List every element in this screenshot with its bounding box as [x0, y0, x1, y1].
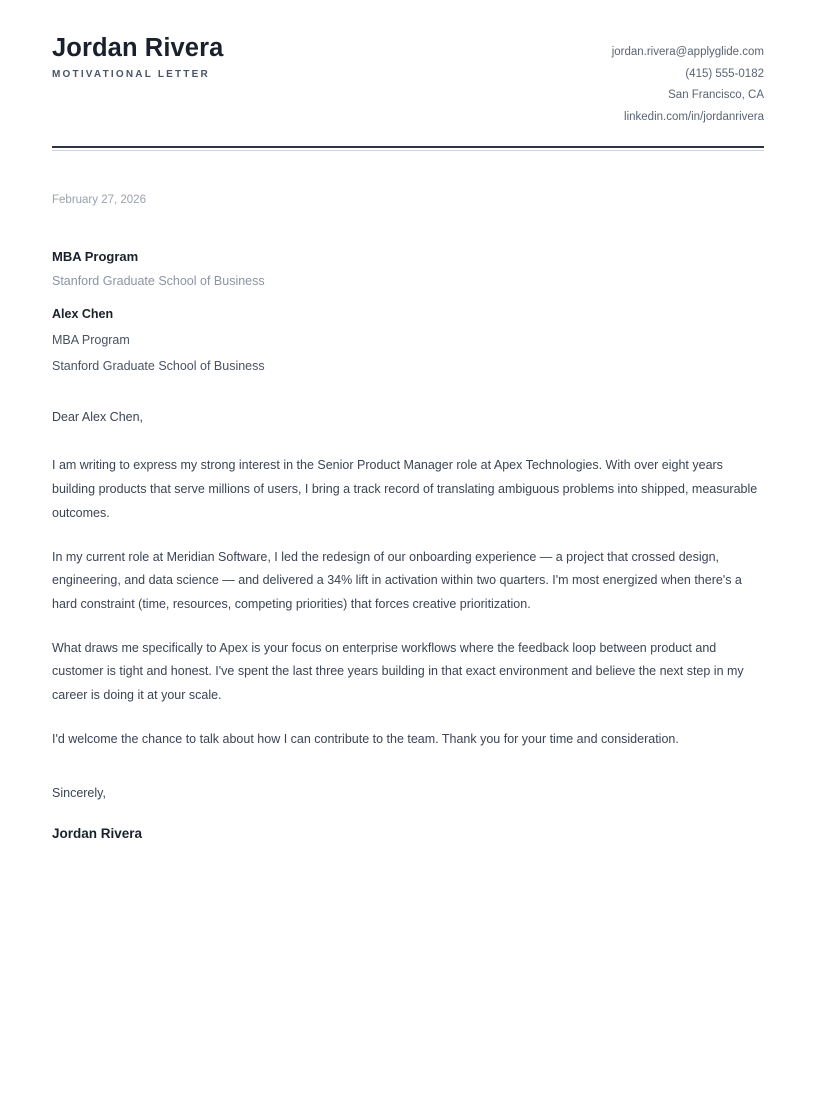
- letter-paragraph: I'd welcome the chance to talk about how I can contribute to the team. Thank you for your time and consideration.: [52, 731, 679, 746]
- letter-paragraph: What draws me specifically to Apex is your focus on enterprise workflows where the feedback loop between product and customer is tight and honest. I've spent the last three years building in that exact environment and believe the next step in my career is doing it at your scale.: [52, 640, 744, 703]
- identity-block: [52, 34, 223, 80]
- recipient-block: [52, 306, 764, 375]
- divider-primary-rule: [52, 146, 764, 148]
- letter-closing: [52, 785, 764, 844]
- target-block: [52, 248, 764, 290]
- contact-location: San Francisco, CA: [668, 89, 764, 101]
- letter-date: February 27, 2026: [52, 194, 146, 206]
- divider-secondary-rule: [52, 150, 764, 151]
- recipient-organization: Stanford Graduate School of Business: [52, 359, 265, 374]
- target-organization: Stanford Graduate School of Business: [52, 274, 265, 289]
- closing-phrase: Sincerely,: [52, 785, 106, 800]
- salutation: Dear Alex Chen,: [52, 409, 144, 424]
- letter-paragraph: I am writing to express my strong interest in the Senior Product Manager role at Apex Technologies. With over eight years building products that serve millions of users, I bring a track record of translating ambiguous problems into shipped, measurable outcomes.: [52, 458, 758, 520]
- recipient-role: MBA Program: [52, 333, 130, 348]
- contact-linkedin[interactable]: linkedin.com/in/jordanrivera: [624, 110, 764, 123]
- document-subtitle: MOTIVATIONAL LETTER: [52, 68, 210, 80]
- letter-body: [52, 454, 764, 751]
- contact-block: [612, 34, 764, 128]
- recipient-name: Alex Chen: [52, 307, 114, 322]
- header-divider: [52, 146, 764, 151]
- contact-email[interactable]: jordan.rivera@applyglide.com: [611, 46, 764, 58]
- signature-name: Jordan Rivera: [52, 826, 143, 842]
- target-role: MBA Program: [52, 248, 139, 264]
- contact-phone[interactable]: (415) 555-0182: [685, 67, 764, 80]
- letterhead: [52, 0, 764, 128]
- letter-paragraph: In my current role at Meridian Software, I led the redesign of our onboarding experience — a project that crossed design, engineering, and data science — and delivered a 34% lift in activation within two quarters. I'm most energized when there's a hard constraint (time, resources, competing priorities) that forces creative prioritization.: [52, 549, 742, 611]
- sender-name: Jordan Rivera: [52, 34, 224, 62]
